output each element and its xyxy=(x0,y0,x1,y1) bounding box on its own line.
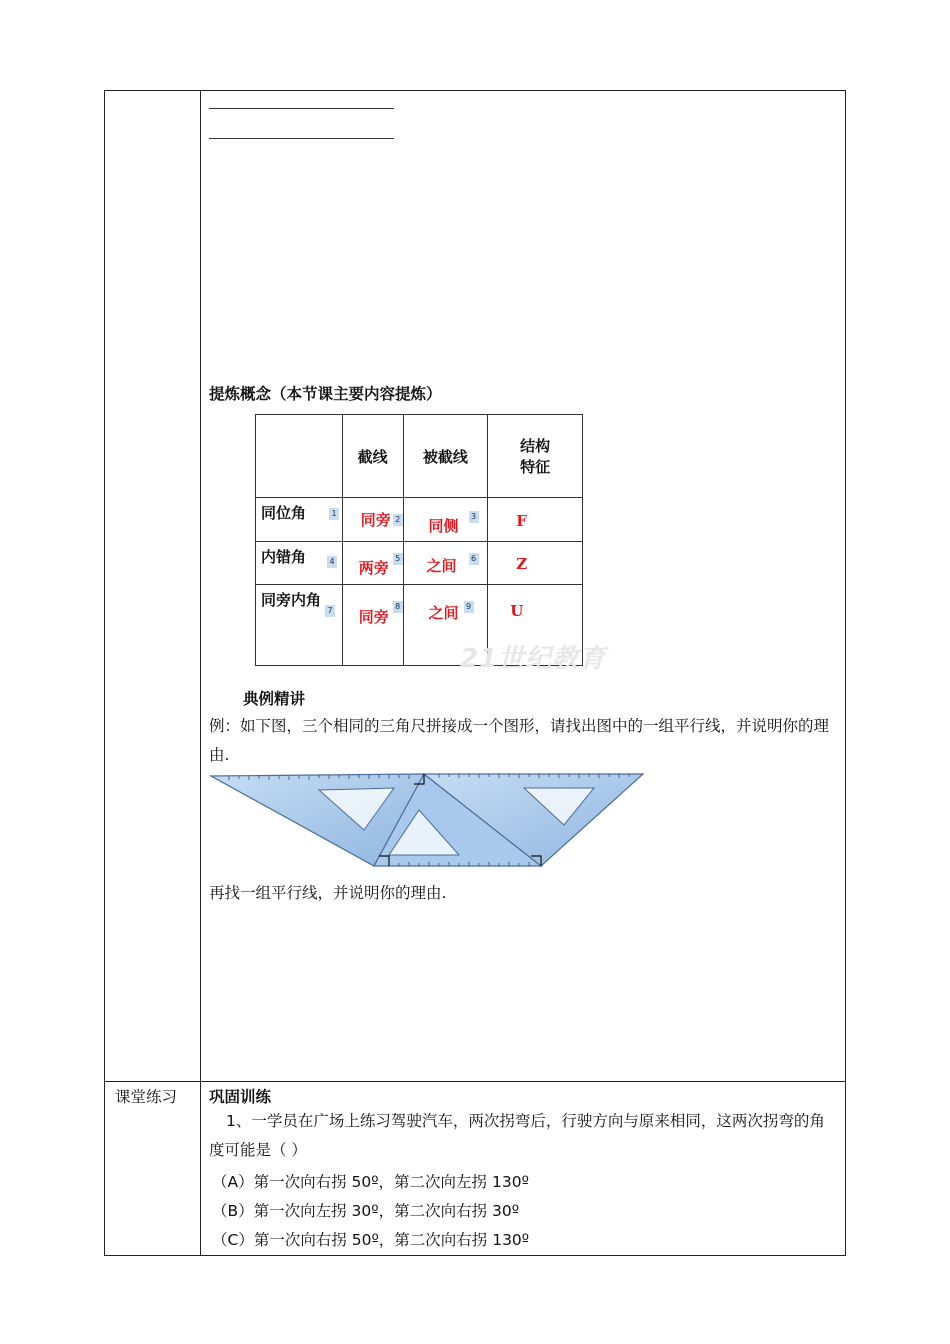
header-cutting-line: 截线 xyxy=(342,415,403,498)
tag-number: 8 xyxy=(393,601,403,613)
tag-number: 2 xyxy=(393,514,403,526)
row-label-alternate: 内错角 xyxy=(261,548,307,566)
tag-number: 5 xyxy=(393,553,403,565)
example-followup: 再找一组平行线，并说明你的理由. xyxy=(209,884,447,902)
example-heading: 典例精讲 xyxy=(243,690,306,708)
tag-number: 6 xyxy=(469,553,479,565)
answer-cell: 同旁 xyxy=(360,511,391,529)
answer-cell: 同侧 xyxy=(428,517,459,535)
header-structure-line1: 结构 xyxy=(520,437,551,455)
watermark: 21世纪教育 xyxy=(460,644,607,674)
label-practice: 课堂练习 xyxy=(115,1088,178,1106)
row-divider xyxy=(105,1081,845,1082)
header-cut-lines: 被截线 xyxy=(403,415,488,498)
structure-letter: U xyxy=(510,602,524,620)
tag-number: 3 xyxy=(469,511,479,523)
practice-heading: 巩固训练 xyxy=(209,1088,272,1106)
row-label-consecutive: 同旁内角 xyxy=(261,591,322,609)
concept-heading: 提炼概念（本节课主要内容提炼） xyxy=(209,385,442,403)
tag-number: 9 xyxy=(464,601,474,613)
header-structure xyxy=(488,415,583,498)
structure-letter: Z xyxy=(516,555,528,573)
tag-number: 7 xyxy=(325,605,335,617)
option-c: （C）第一次向右拐 50º，第二次向右拐 130º xyxy=(212,1231,530,1249)
answer-cell: 之间 xyxy=(426,557,457,575)
structure-letter: F xyxy=(516,512,527,530)
tag-number: 1 xyxy=(329,508,339,520)
practice-question: 1、一学员在广场上练习驾驶汽车，两次拐弯后，行驶方向与原来相同，这两次拐弯的角度可能是（ ） xyxy=(209,1112,825,1159)
tag-number: 4 xyxy=(327,556,337,568)
example-text: 例：如下图，三个相同的三角尺拼接成一个图形，请找出图中的一组平行线，并说明你的理由. xyxy=(209,717,830,764)
answer-cell: 同旁 xyxy=(358,608,389,626)
header-structure-line2: 特征 xyxy=(520,458,551,476)
triangle-rulers-figure xyxy=(209,770,645,868)
option-b: （B）第一次向左拐 30º，第二次向右拐 30º xyxy=(212,1202,520,1220)
answer-cell: 两旁 xyxy=(358,559,389,577)
header-empty xyxy=(256,415,343,498)
answer-blank-1[interactable] xyxy=(209,108,394,109)
row-label-corresponding: 同位角 xyxy=(261,504,307,522)
concept-table xyxy=(255,414,583,666)
option-a: （A）第一次向右拐 50º，第二次向左拐 130º xyxy=(212,1173,529,1191)
answer-cell: 之间 xyxy=(428,604,459,622)
answer-blank-2[interactable] xyxy=(209,138,394,139)
